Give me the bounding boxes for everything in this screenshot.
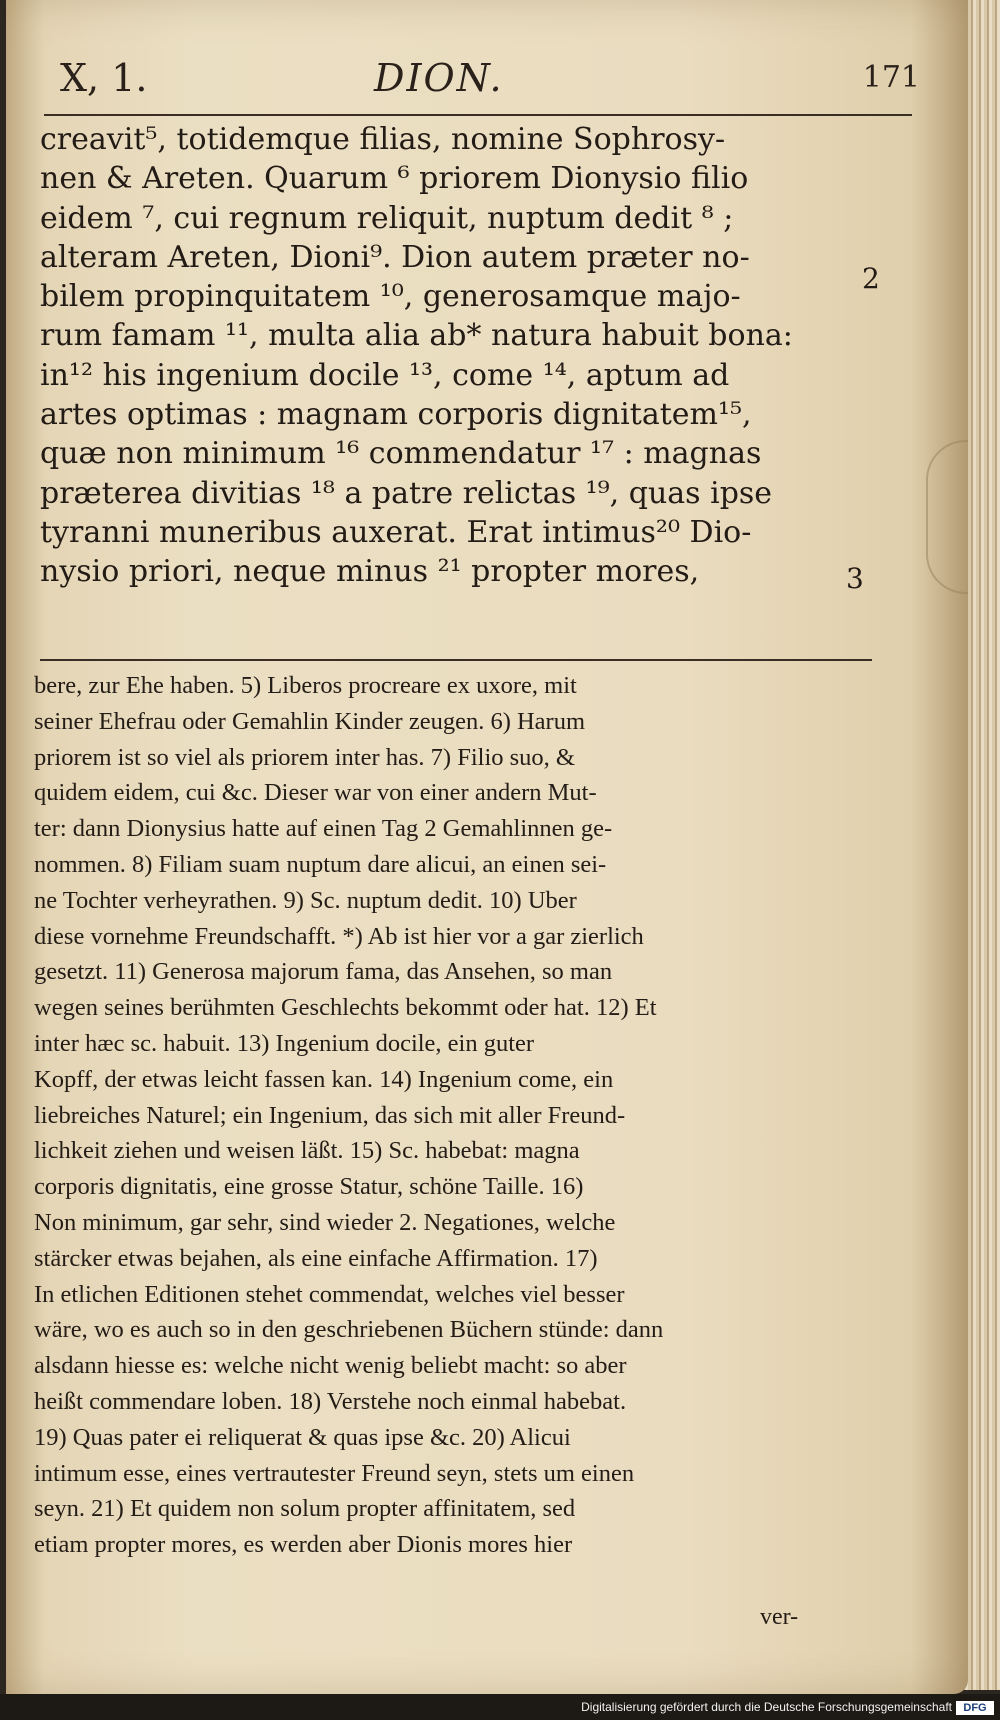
footnotes [34, 668, 922, 1563]
main-text-line: præterea divitias ¹⁸ a patre relictas ¹⁹, quas ipse [40, 475, 773, 511]
margin-section-number: 2 [862, 262, 880, 295]
main-text-line: nen & Areten. Quarum ⁶ priorem Dionysio filio [40, 161, 749, 197]
note-line: 19) Quas pater ei reliquerat & quas ipse &c. 20) Alicui [34, 1423, 571, 1451]
note-line: quidem eidem, cui &c. Dieser war von einer andern Mut- [34, 779, 597, 807]
main-text-line: alteram Areten, Dioni⁹. Dion autem præter no- [40, 239, 750, 275]
note-line: liebreiches Naturel; ein Ingenium, das sich mit aller Freund- [34, 1101, 626, 1129]
funding-credit: Digitalisierung gefördert durch die Deutsche Forschungsgemeinschaft [581, 1700, 952, 1714]
main-text-line: quæ non minimum ¹⁶ commendatur ¹⁷ : magnas [40, 436, 762, 472]
note-line: diese vornehme Freundschafft. *) Ab ist hier vor a gar zierlich [34, 922, 644, 950]
main-text-line: eidem ⁷, cui regnum reliquit, nuptum dedit ⁸ ; [40, 200, 734, 236]
note-line: ne Tochter verheyrathen. 9) Sc. nuptum dedit. 10) Uber [34, 886, 577, 914]
margin-section-number: 3 [846, 562, 864, 595]
note-line: wegen seines berühmten Geschlechts bekommt oder hat. 12) Et [34, 994, 657, 1022]
notes-divider [40, 659, 872, 661]
note-line: alsdann hiesse es: welche nicht wenig beliebt macht: so aber [34, 1352, 627, 1380]
note-line: gesetzt. 11) Generosa majorum fama, das Ansehen, so man [34, 958, 613, 986]
dfg-logo: DFG [956, 1701, 994, 1715]
section-number: X, 1. [60, 56, 148, 100]
main-text-line: bilem propinquitatem ¹⁰, generosamque majo- [40, 279, 741, 315]
note-line: ter: dann Dionysius hatte auf einen Tag 2 Gemahlinnen ge- [34, 815, 613, 843]
running-title: DION. [374, 56, 504, 100]
note-line: etiam propter mores, es werden aber Dionis mores hier [34, 1531, 573, 1559]
main-text-line: nysio priori, neque minus ²¹ propter mores, [40, 554, 700, 590]
note-line: priorem ist so viel als priorem inter has. 7) Filio suo, & [34, 743, 575, 771]
main-text-line: tyranni muneribus auxerat. Erat intimus²⁰ Dio- [40, 514, 752, 550]
note-line: nommen. 8) Filiam suam nuptum dare alicui, an einen sei- [34, 850, 607, 878]
running-head [60, 56, 920, 116]
note-line: seyn. 21) Et quidem non solum propter affinitatem, sed [34, 1495, 576, 1523]
note-line: In etlichen Editionen stehet commendat, welches viel besser [34, 1280, 625, 1308]
header-rule [44, 114, 912, 116]
main-text-line: creavit⁵, totidemque filias, nomine Sophrosy- [40, 122, 726, 157]
note-line: bere, zur Ehe haben. 5) Liberos procreare ex uxore, mit [34, 672, 577, 699]
note-line: stärcker etwas bejahen, als eine einfache Affirmation. 17) [34, 1244, 598, 1272]
catchword: ver- [760, 1604, 799, 1630]
note-line: intimum esse, eines vertrautester Freund seyn, stets um einen [34, 1459, 635, 1487]
page-stain [926, 440, 968, 594]
note-line: seiner Ehefrau oder Gemahlin Kinder zeugen. 6) Harum [34, 707, 586, 735]
main-text-line: rum famam ¹¹, multa alia ab* natura habuit bona: [40, 318, 793, 354]
page-number: 171 [862, 60, 920, 95]
main-text [40, 120, 920, 592]
note-line: Kopff, der etwas leicht fassen kan. 14) Ingenium come, ein [34, 1065, 614, 1093]
note-line: heißt commendare loben. 18) Verstehe noch einmal habebat. [34, 1387, 627, 1415]
note-line: inter hæc sc. habuit. 13) Ingenium docile, ein guter [34, 1029, 535, 1057]
main-text-line: artes optimas : magnam corporis dignitatem¹⁵, [40, 397, 752, 433]
digitization-footer [0, 1694, 1000, 1720]
main-text-line: in¹² his ingenium docile ¹³, come ¹⁴, aptum ad [40, 357, 730, 393]
note-line: wäre, wo es auch so in den geschriebenen Büchern stünde: dann [34, 1316, 664, 1344]
note-line: Non minimum, gar sehr, sind wieder 2. Negationes, welche [34, 1208, 616, 1236]
note-line: lichkeit ziehen und weisen läßt. 15) Sc. habebat: magna [34, 1137, 580, 1165]
note-line: corporis dignitatis, eine grosse Statur, schöne Taille. 16) [34, 1173, 584, 1201]
